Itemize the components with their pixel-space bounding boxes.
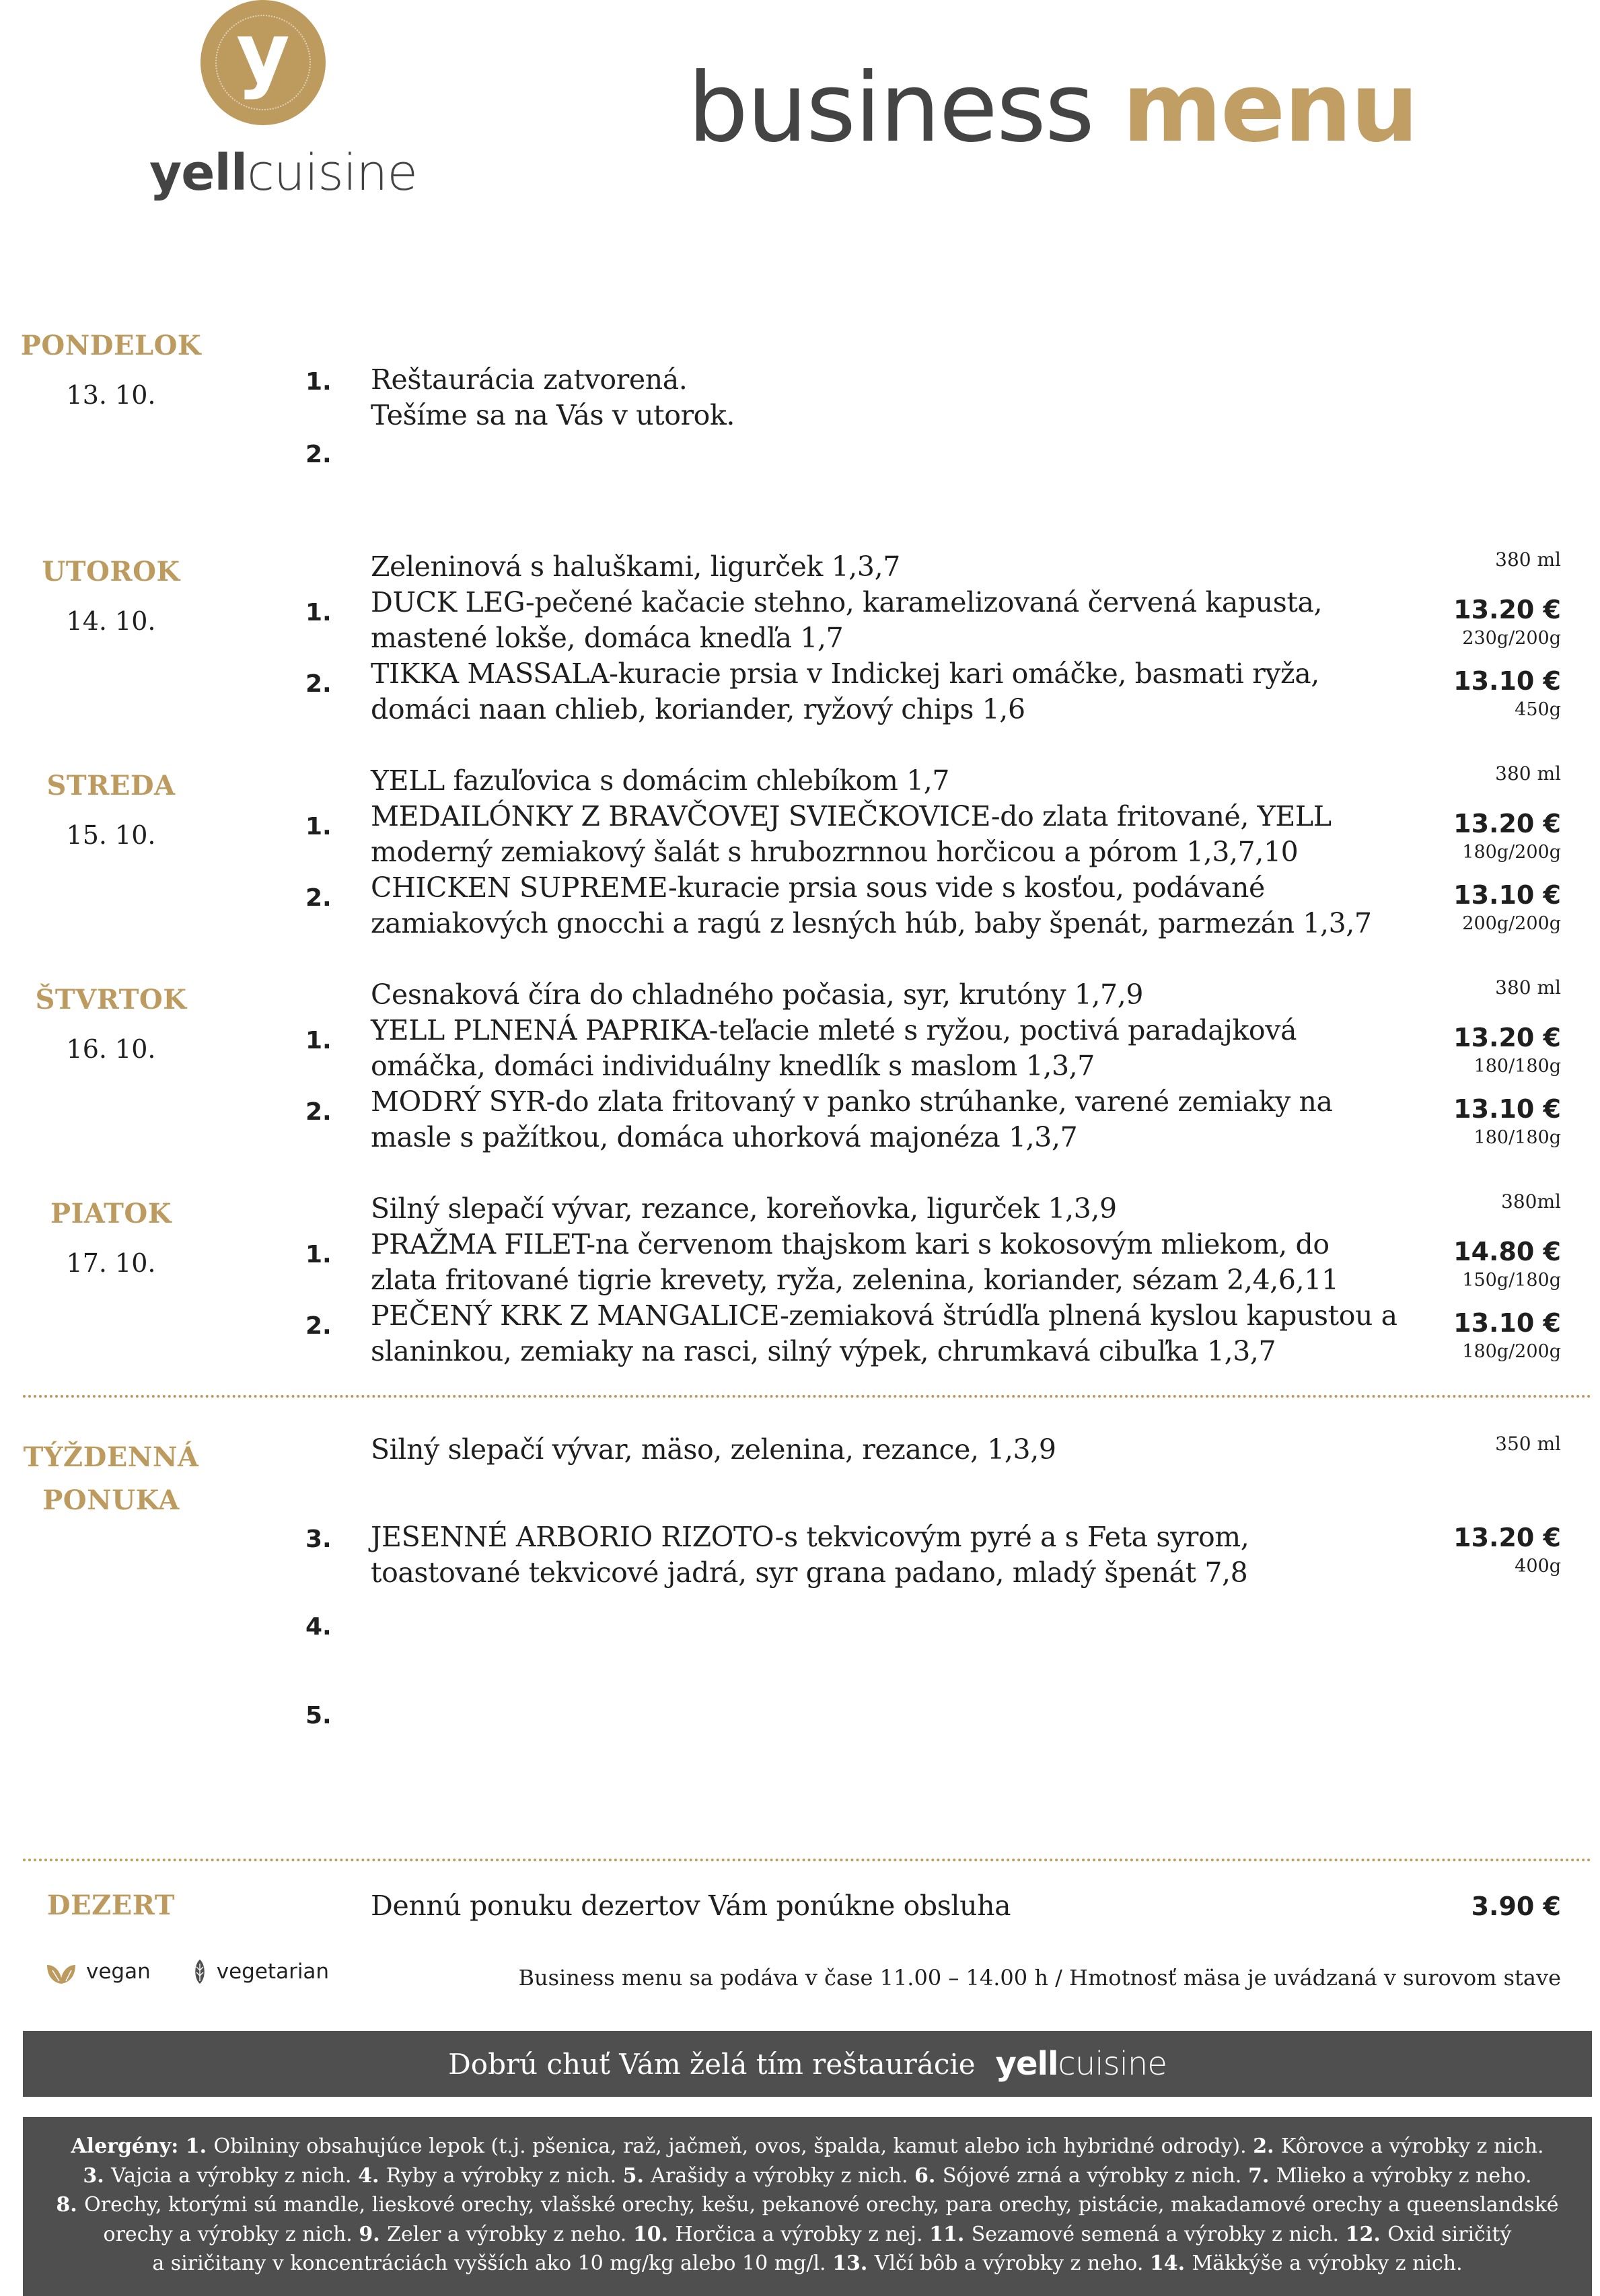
- day-date: 14. 10.: [66, 606, 156, 636]
- allergen-text: Vajcia a výrobky z nich.: [111, 2163, 359, 2188]
- divider: [23, 1859, 1592, 1861]
- allergen-text: Obilniny obsahujúce lepok (t.j. pšenica, raž, jačmeň, ovos, špalda, kamut alebo ich hybridné odrody).: [213, 2134, 1253, 2158]
- logo-wordmark-bold: yell: [149, 144, 248, 202]
- item-weight: 180/180g: [1474, 1056, 1561, 1077]
- allergen-text: Mlieko a výrobky z neho.: [1276, 2163, 1532, 2188]
- item-line: zamiakových gnocchi a ragú z lesných húb, baby špenát, parmezán 1,3,7: [371, 907, 1372, 939]
- item-line: domáci naan chlieb, koriander, ryžový chips 1,6: [371, 693, 1025, 725]
- allergen-text: Sójové zrná a výrobky z nich.: [942, 2163, 1248, 2188]
- item-line: MODRÝ SYR-do zlata fritovaný v panko strúhanke, varené zemiaky na: [371, 1085, 1333, 1118]
- item-number: 2.: [305, 1098, 332, 1126]
- item-number: 1.: [305, 599, 332, 626]
- item-number: 1.: [305, 368, 332, 396]
- allergen-line: [23, 2249, 1592, 2279]
- allergen-number: 4.: [358, 2163, 386, 2188]
- vegan-label: vegan: [86, 1960, 151, 1984]
- allergen-number: 13.: [832, 2252, 875, 2275]
- allergen-number: 12.: [1345, 2222, 1388, 2246]
- vegetarian-label: vegetarian: [216, 1960, 330, 1984]
- soup-volume: 380 ml: [1495, 762, 1561, 785]
- item-line: YELL PLNENÁ PAPRIKA-teľacie mleté s ryžou, poctivá paradajková: [371, 1014, 1297, 1046]
- item-line: CHICKEN SUPREME-kuracie prsia sous vide s kosťou, podávané: [371, 871, 1265, 904]
- day-label: STREDA: [46, 770, 176, 801]
- item-number: 1.: [305, 813, 332, 840]
- item-number: 3.: [305, 1526, 332, 1553]
- serving-note: Business menu sa podáva v čase 11.00 – 14.00 h / Hmotnosť mäsa je uvádzaná v surovom stave: [518, 1965, 1561, 1990]
- diet-legend: [46, 1958, 329, 1985]
- item-line: toastované tekvicové jadrá, syr grana padano, mladý špenát 7,8: [371, 1556, 1248, 1589]
- soup-text: Silný slepačí vývar, rezance, koreňovka, ligurček 1,3,9: [371, 1192, 1117, 1225]
- soup-text: Zeleninová s haluškami, ligurček 1,3,7: [371, 550, 900, 583]
- allergen-text: Orechy, ktorými sú mandle, lieskové orechy, vlašské orechy, kešu, pekanové orechy, para orechy, pistácie, makadamové orechy a queenslandské: [84, 2193, 1559, 2217]
- greeting-band: [23, 2031, 1592, 2097]
- allergen-number: 10.: [632, 2222, 676, 2246]
- item-weight: 180/180g: [1474, 1127, 1561, 1148]
- allergen-number: 7.: [1247, 2163, 1276, 2188]
- day-date: 16. 10.: [66, 1034, 156, 1064]
- day-date: 15. 10.: [66, 820, 156, 850]
- menu-item: [371, 1227, 1339, 1298]
- closed-line: Reštaurácia zatvorená.: [371, 363, 688, 396]
- item-number: 4.: [305, 1613, 332, 1641]
- title-light: business: [688, 52, 1093, 164]
- allergen-number: 5.: [622, 2163, 651, 2188]
- menu-item: [371, 656, 1319, 727]
- item-line: JESENNÉ ARBORIO RIZOTO-s tekvicovým pyré a s Feta syrom,: [371, 1521, 1249, 1553]
- allergen-line: [23, 2132, 1592, 2161]
- menu-item: [371, 799, 1332, 870]
- item-number: 2.: [305, 670, 332, 698]
- item-number: 2.: [305, 884, 332, 912]
- item-weight: 400g: [1515, 1556, 1561, 1577]
- item-price: 13.10 €: [1453, 1308, 1561, 1338]
- item-weight: 200g/200g: [1462, 913, 1561, 934]
- menu-item: [371, 1013, 1297, 1084]
- item-line: PEČENÝ KRK Z MANGALICE-zemiaková štrúdľa plnená kyslou kapustou a: [371, 1299, 1397, 1332]
- allergen-text: Sezamové semená a výrobky z nich.: [971, 2222, 1346, 2246]
- weekly-label-line1: TÝŽDENNÁ: [23, 1441, 199, 1473]
- item-price: 13.10 €: [1453, 880, 1561, 910]
- item-line: mastené lokše, domáca knedľa 1,7: [371, 622, 844, 654]
- allergen-number: 11.: [929, 2222, 972, 2246]
- item-line: PRAŽMA FILET-na červenom thajskom kari s kokosovým mliekom, do: [371, 1228, 1330, 1260]
- soup-text: Cesnaková číra do chladného počasia, syr, krutóny 1,7,9: [371, 978, 1144, 1011]
- logo-letter: y: [236, 5, 290, 101]
- logo-wordmark-light: cuisine: [247, 144, 417, 202]
- page-title: [688, 52, 1418, 164]
- item-line: moderný zemiakový šalát s hrubozrnnou horčicou a pórom 1,3,7,10: [371, 836, 1299, 868]
- item-price: 13.20 €: [1453, 809, 1561, 838]
- allergen-text: Ryby a výrobky z nich.: [386, 2163, 623, 2188]
- band-brand-bold: yell: [995, 2045, 1058, 2083]
- item-price: 13.20 €: [1453, 595, 1561, 624]
- allergen-number: Alergény: 1.: [71, 2134, 214, 2158]
- allergen-text: Kôrovce a výrobky z nich.: [1280, 2134, 1544, 2158]
- allergen-number: 2.: [1253, 2134, 1281, 2158]
- item-number: 1.: [305, 1241, 332, 1268]
- allergen-text: Zeler a výrobky z neho.: [387, 2222, 633, 2246]
- item-number: 1.: [305, 1027, 332, 1054]
- weekly-soup-volume: 350 ml: [1495, 1433, 1561, 1455]
- item-price: 14.80 €: [1453, 1237, 1561, 1266]
- vegan-leaves-icon: [46, 1958, 77, 1985]
- date-monday: 13. 10.: [66, 380, 156, 410]
- item-number: 2.: [305, 441, 332, 468]
- item-line: omáčka, domáci individuálny knedlík s maslom 1,3,7: [371, 1050, 1095, 1082]
- item-weight: 230g/200g: [1462, 628, 1561, 649]
- item-price: 13.10 €: [1453, 666, 1561, 696]
- title-bold: menu: [1122, 52, 1418, 164]
- allergen-text: Mäkkýše a výrobky z nich.: [1192, 2252, 1463, 2275]
- allergen-text: Horčica a výrobky z nej.: [675, 2222, 930, 2246]
- item-line: zlata fritované tigrie krevety, ryža, zelenina, koriander, sézam 2,4,6,11: [371, 1264, 1339, 1296]
- item-weight: 180g/200g: [1462, 1341, 1561, 1362]
- logo-wordmark: [149, 144, 417, 202]
- item-line: masle s pažítkou, domáca uhorková majonéza 1,3,7: [371, 1121, 1078, 1153]
- vegetarian-leaf-icon: [192, 1958, 207, 1985]
- item-number: 5.: [305, 1702, 332, 1729]
- closed-line: Tešíme sa na Vás v utorok.: [371, 399, 735, 431]
- item-weight: 150g/180g: [1462, 1270, 1561, 1291]
- menu-item: [371, 1298, 1397, 1369]
- day-label-monday: PONDELOK: [20, 330, 202, 361]
- allergen-number: 6.: [914, 2163, 943, 2188]
- dessert-price: 3.90 €: [1471, 1892, 1561, 1921]
- allergen-text: Oxid siričitý: [1387, 2222, 1512, 2246]
- soup-volume: 380ml: [1501, 1190, 1561, 1213]
- allergens-box: [23, 2117, 1592, 2296]
- allergen-number: 3.: [83, 2163, 112, 2188]
- allergen-number: 8.: [56, 2193, 85, 2217]
- item-price: 13.10 €: [1453, 1094, 1561, 1124]
- weekly-item: [371, 1519, 1249, 1591]
- day-label: PIATOK: [50, 1198, 172, 1229]
- item-line: MEDAILÓNKY Z BRAVČOVEJ SVIEČKOVICE-do zlata fritované, YELL: [371, 800, 1332, 832]
- allergen-line: [23, 2220, 1592, 2250]
- allergen-line: [23, 2190, 1592, 2220]
- soup-volume: 380 ml: [1495, 976, 1561, 999]
- allergen-text: orechy a výrobky z nich.: [103, 2222, 359, 2246]
- item-line: TIKKA MASSALA-kuracie prsia v Indickej kari omáčke, basmati ryža,: [371, 657, 1319, 690]
- item-number: 2.: [305, 1312, 332, 1340]
- item-price: 13.20 €: [1453, 1023, 1561, 1052]
- dessert-text: Dennú ponuku dezertov Vám ponúkne obsluha: [371, 1890, 1011, 1922]
- item-line: slaninkou, zemiaky na rasci, silný výpek, chrumkavá cibuľka 1,3,7: [371, 1335, 1276, 1367]
- day-label: UTOROK: [42, 556, 180, 587]
- soup-volume: 380 ml: [1495, 548, 1561, 571]
- item-price: 13.20 €: [1453, 1523, 1561, 1552]
- logo-emblem: [201, 0, 326, 125]
- greeting-text: Dobrú chuť Vám želá tím reštaurácie: [448, 2047, 976, 2081]
- weekly-soup: Silný slepačí vývar, mäso, zelenina, rezance, 1,3,9: [371, 1433, 1056, 1466]
- item-weight: 180g/200g: [1462, 842, 1561, 863]
- item-line: DUCK LEG-pečené kačacie stehno, karamelizovaná červená kapusta,: [371, 586, 1323, 618]
- allergen-text: Arašidy a výrobky z nich.: [651, 2163, 915, 2188]
- weekly-label-line2: PONUKA: [42, 1484, 180, 1516]
- closed-notice: [371, 362, 735, 433]
- menu-item: [371, 1084, 1333, 1155]
- divider: [23, 1395, 1592, 1398]
- band-brand-light: cuisine: [1058, 2045, 1167, 2083]
- allergen-text: Vlčí bôb a výrobky z neho.: [874, 2252, 1150, 2275]
- allergen-text: a siričitany v koncentráciách vyšších ako 10 mg/kg alebo 10 mg/l.: [152, 2252, 833, 2275]
- dessert-label: DEZERT: [46, 1890, 176, 1921]
- allergen-number: 9.: [359, 2222, 388, 2246]
- menu-item: [371, 870, 1372, 941]
- menu-item: [371, 585, 1322, 656]
- day-date: 17. 10.: [66, 1248, 156, 1278]
- allergen-number: 14.: [1149, 2252, 1192, 2275]
- soup-text: YELL fazuľovica s domácim chlebíkom 1,7: [371, 764, 950, 797]
- band-brand: [996, 2045, 1167, 2083]
- day-label: ŠTVRTOK: [35, 984, 187, 1015]
- allergen-line: [23, 2161, 1592, 2191]
- item-weight: 450g: [1515, 699, 1561, 720]
